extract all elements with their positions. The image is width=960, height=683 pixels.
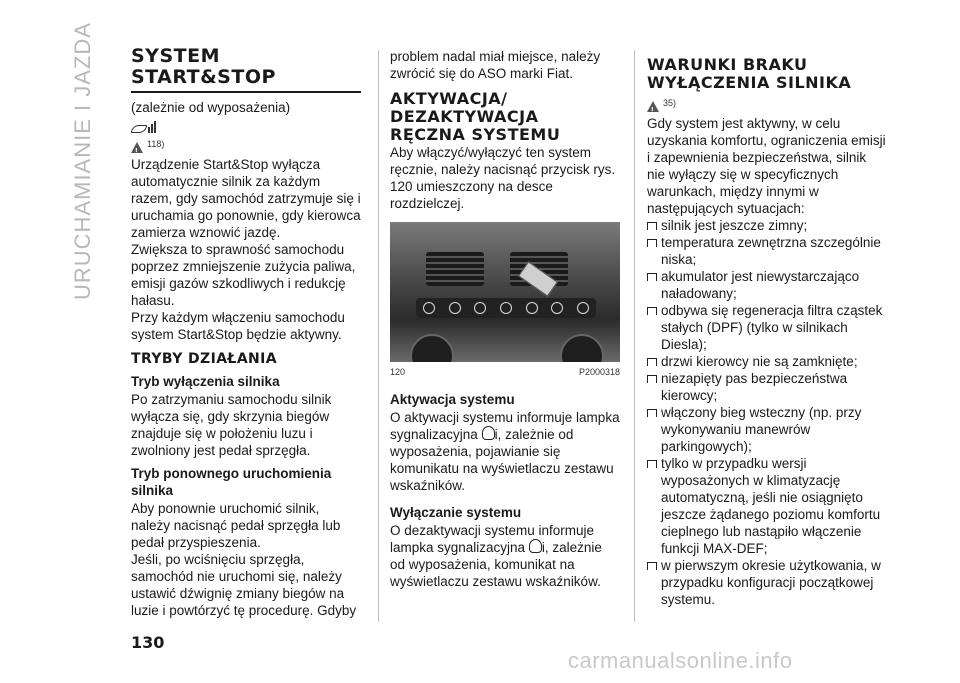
start-stop-eco-icon bbox=[131, 119, 156, 133]
bullet-box-icon bbox=[647, 409, 657, 417]
condition-text: niezapięty pas bezpieczeństwa kierowcy; bbox=[661, 371, 848, 403]
title-line-1: WARUNKI BRAKU bbox=[647, 55, 808, 74]
title-line-2: START&STOP bbox=[131, 66, 276, 88]
start-stop-off-indicator-icon bbox=[529, 539, 542, 553]
paragraph: Przy każdym włączeniu samochodu system Start&Stop będzie aktywny. bbox=[131, 310, 345, 342]
figure-number: 120 bbox=[390, 367, 406, 377]
title-line-1: SYSTEM bbox=[131, 45, 220, 67]
column-divider bbox=[378, 50, 379, 622]
column-1 bbox=[131, 46, 361, 619]
air-vent bbox=[426, 252, 484, 286]
icon-row bbox=[131, 119, 361, 133]
dashboard-photo bbox=[390, 222, 620, 362]
page-number: 130 bbox=[131, 633, 165, 652]
condition-text: odbywa się regeneracja filtra cząstek stałych (DPF) (tylko w silnikach Diesla); bbox=[661, 303, 883, 352]
condition-list-item bbox=[647, 353, 887, 370]
title-line-2: WYŁĄCZENIA SILNIKA bbox=[647, 73, 852, 92]
restart-mode-text: Jeśli, po wciśnięciu sprzęgła, samochód nie uruchomi się, należy ustawić dźwignię zmiany biegów na luzie i powtórzyć tę procedurę. Gdyby bbox=[131, 552, 357, 618]
condition-list-item bbox=[647, 370, 887, 404]
modes-heading: TRYBY DZIAŁANIA bbox=[131, 351, 278, 367]
column-divider bbox=[634, 50, 635, 622]
climate-knob bbox=[410, 334, 454, 362]
start-stop-indicator-icon bbox=[482, 426, 495, 440]
availability-note: (zależnie od wyposażenia) bbox=[131, 100, 291, 115]
stop-mode-heading: Tryb wyłączenia silnika bbox=[131, 374, 280, 389]
condition-list-item bbox=[647, 268, 887, 302]
bullet-box-icon bbox=[647, 307, 657, 315]
condition-list-item bbox=[647, 217, 887, 234]
continued-text: problem nadal miał miejsce, należy zwrócić się do ASO marki Fiat. bbox=[390, 49, 601, 81]
bullet-box-icon bbox=[647, 460, 657, 468]
figure-caption bbox=[390, 364, 620, 381]
bullet-box-icon bbox=[647, 222, 657, 230]
note-reference: 118) bbox=[147, 139, 165, 149]
intro-paragraph: Gdy system jest aktywny, w celu uzyskania komfortu, ograniczenia emisji i zapewnienia bezpieczeństwa, silnik nie wyłączy się w specyficznych warunkach, między innymi w następujących sytuacjach: bbox=[647, 116, 886, 216]
warning-icon bbox=[647, 101, 659, 112]
figure-code: P2000318 bbox=[578, 367, 620, 377]
intro-paragraph: Urządzenie Start&Stop wyłącza automatycznie silnik za każdym razem, gdy samochód zatrzymuje się i uruchamia go ponownie, gdy kierowca zamierza wznowić jazdę. bbox=[131, 157, 361, 240]
condition-text: tylko w przypadku wersji wyposażonych w klimatyzację automatyczną, jeśli nie osiągnięto jeszcze żądanego poziomu komfortu cieplnego lub nastąpiło włączenie funkcji MAX-DEF; bbox=[661, 456, 881, 556]
bullet-box-icon bbox=[647, 562, 657, 570]
condition-text: silnik jest jeszcze zimny; bbox=[661, 218, 808, 233]
note-reference: 35) bbox=[663, 98, 677, 108]
warning-note bbox=[647, 95, 887, 112]
watermark: carmanualsonline.info bbox=[568, 648, 793, 673]
stop-mode-text: Po zatrzymaniu samochodu silnik wyłącza się, gdy skrzynia biegów znajduje się w położeniu luzu i zwolniony jest pedał sprzęgła. bbox=[131, 392, 332, 458]
column-3 bbox=[647, 56, 887, 608]
condition-text: akumulator jest niewystarczająco naładowany; bbox=[661, 269, 860, 301]
restart-mode-heading: Tryb ponownego uruchomienia silnika bbox=[131, 466, 332, 498]
button-panel bbox=[416, 298, 596, 318]
condition-list bbox=[647, 217, 887, 608]
warning-note bbox=[131, 136, 361, 153]
condition-list-item bbox=[647, 302, 887, 353]
column-2 bbox=[390, 48, 620, 590]
section-title bbox=[131, 46, 361, 93]
condition-list-item bbox=[647, 404, 887, 455]
section-side-title: URUCHAMIANIE I JAZDA bbox=[70, 22, 95, 300]
restart-mode-text: Aby ponownie uruchomić silnik, należy nacisnąć pedał sprzęgła lub pedał przyspieszenia. bbox=[131, 501, 341, 550]
deactivation-text: O dezaktywacji systemu informuje lampka sygnalizacyjna i, zależnie od wyposażenia, komunikat na wyświetlaczu zestawu wskaźników. bbox=[390, 523, 602, 589]
condition-list-item bbox=[647, 455, 887, 557]
bullet-box-icon bbox=[647, 239, 657, 247]
manual-toggle-text: Aby włączyć/wyłączyć ten system ręcznie, należy nacisnąć przycisk rys. 120 umieszczony na desce rozdzielczej. bbox=[390, 145, 616, 211]
activation-text: O aktywacji systemu informuje lampka sygnalizacyjna i, zależnie od wyposażenia, pojawianie się komunikatu na wyświetlaczu zestawu wskaźników. bbox=[390, 410, 620, 493]
bullet-box-icon bbox=[647, 273, 657, 281]
condition-text: temperatura zewnętrzna szczególnie niska; bbox=[661, 235, 881, 267]
condition-list-item bbox=[647, 557, 887, 608]
bullet-box-icon bbox=[647, 375, 657, 383]
paragraph: Zwiększa to sprawność samochodu poprzez zmniejszenie zużycia paliwa, emisji gazów szkodliwych i redukcję hałasu. bbox=[131, 242, 356, 308]
condition-text: drzwi kierowcy nie są zamknięte; bbox=[661, 354, 858, 369]
condition-text: w pierwszym okresie użytkowania, w przypadku konfiguracji początkowej systemu. bbox=[661, 558, 881, 607]
warning-icon bbox=[131, 142, 143, 153]
bullet-box-icon bbox=[647, 358, 657, 366]
condition-text: włączony bieg wsteczny (np. przy wykonywaniu manewrów parkingowych); bbox=[661, 405, 862, 454]
condition-list-item bbox=[647, 234, 887, 268]
climate-knob bbox=[560, 334, 604, 362]
activation-heading: Aktywacja systemu bbox=[390, 392, 515, 407]
deactivation-heading: Wyłączanie systemu bbox=[390, 505, 522, 520]
manual-toggle-heading: AKTYWACJA/ DEZAKTYWACJA RĘCZNA SYSTEMU bbox=[390, 89, 561, 144]
